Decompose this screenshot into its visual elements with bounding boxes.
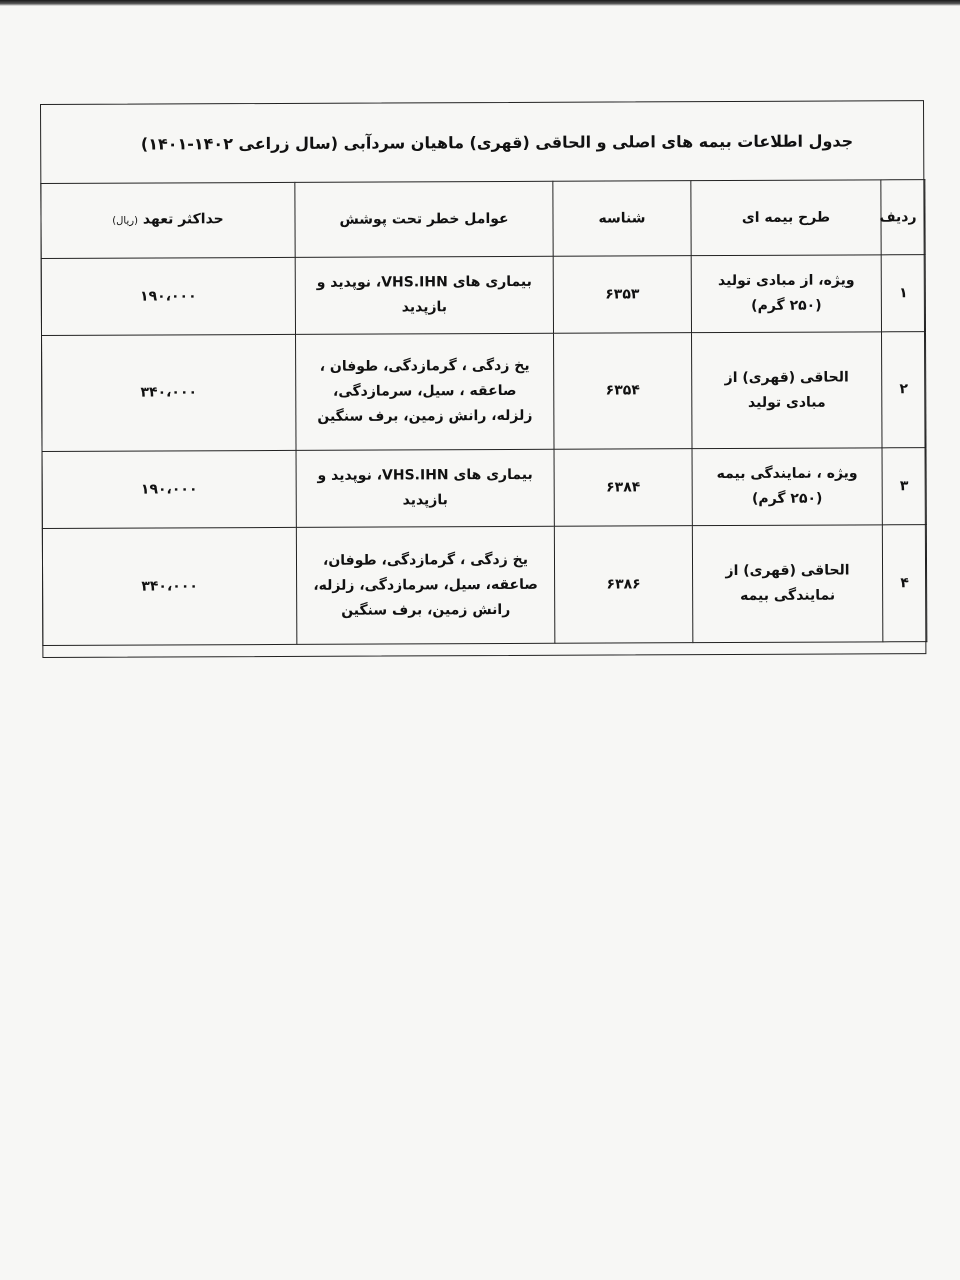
cell-code: ۶۳۵۳ (553, 256, 691, 334)
table-row (42, 525, 927, 646)
table-row (41, 255, 925, 336)
cell-risks (296, 333, 555, 450)
document-title: جدول اطلاعات بیمه های اصلی و الحاقی (قهری) ماهیان سردآبی (سال زراعی ۱۴۰۲-۱۴۰۱) (140, 131, 854, 154)
cell-risks (296, 526, 555, 644)
cell-plan-text: الحاقی (قهری) از مبادی تولید (724, 368, 849, 411)
cell-code: ۶۳۸۶ (554, 526, 693, 644)
cell-risks (295, 256, 553, 334)
cell-row-number: ۳ (882, 448, 926, 525)
table-row (42, 332, 926, 452)
cell-risks-text: یخ زدگی ، گرمازدگی، طوفان ، صاعقه ، سیل، سرمازدگی، زلزله، رانش زمین، برف سنگین (317, 357, 533, 425)
cell-max-commitment: ۱۹۰،۰۰۰ (41, 257, 295, 335)
cell-plan-text: ویژه ، نمایندگی بیمه (۲۵۰ گرم) (716, 465, 858, 507)
cell-risks (296, 449, 554, 527)
header-plan: طرح بیمه ای (691, 180, 881, 256)
cell-row-number: ۴ (882, 525, 927, 642)
header-risks: عوامل خطر تحت پوشش (295, 181, 553, 257)
cell-risks-text: بیماری های VHS.IHN، نوپدید و بازپدید (317, 466, 533, 509)
cell-plan (692, 525, 883, 643)
cell-plan (692, 332, 883, 449)
scan-top-edge (0, 0, 960, 6)
header-max-unit: (ریال) (112, 215, 139, 227)
document-frame (40, 100, 926, 658)
table-row (42, 448, 926, 529)
cell-plan-text: ویژه، از مبادی تولید (۲۵۰ گرم) (717, 272, 855, 314)
cell-code: ۶۳۵۴ (554, 333, 693, 450)
cell-row-number: ۲ (882, 332, 927, 448)
cell-max-commitment: ۳۴۰،۰۰۰ (42, 334, 297, 451)
header-code: شناسه (553, 181, 691, 257)
cell-risks-text: یخ زدگی ، گرمازدگی، طوفان، صاعقه، سیل، سرمازدگی، زلزله، رانش زمین، برف سنگین (313, 551, 538, 619)
cell-risks-text: بیماری های VHS.IHN، نوپدید و بازپدید (316, 273, 532, 316)
cell-code: ۶۳۸۴ (554, 449, 692, 527)
header-max-label: حداکثر تعهد (142, 211, 224, 228)
table-header-row (41, 180, 925, 259)
cell-row-number: ۱ (881, 255, 925, 332)
cell-plan (692, 448, 882, 526)
cell-max-commitment: ۱۹۰،۰۰۰ (42, 450, 296, 528)
insurance-table (40, 179, 927, 646)
header-row-number: ردیف (881, 180, 925, 255)
header-max-commitment (41, 182, 295, 258)
cell-plan (691, 255, 881, 333)
cell-max-commitment: ۳۴۰،۰۰۰ (42, 527, 297, 645)
cell-plan-text: الحاقی (قهری) از نمایندگی بیمه (725, 562, 850, 604)
